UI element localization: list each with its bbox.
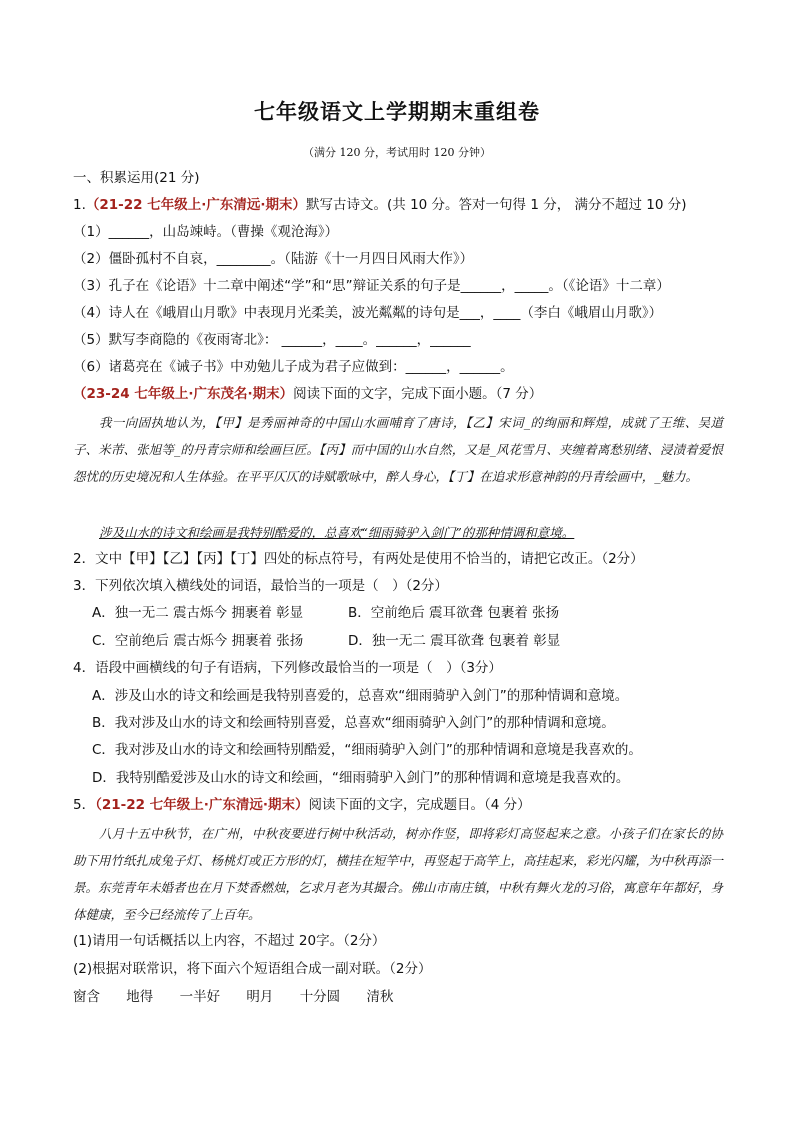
question-1-item: （6）诸葛亮在《诫子书》中劝勉儿子成为君子应做到：______，______。	[73, 359, 514, 375]
question-5-header	[73, 795, 531, 815]
question-2: 2．文中【甲】【乙】【丙】【丁】四处的标点符号，有两处是使用不恰当的，请把它改正。（2分）	[73, 551, 644, 567]
question-prompt: 阅读下面的文字，完成题目。（4 分）	[308, 797, 531, 813]
option-d: D．我特别酷爱涉及山水的诗文和绘画，“细雨骑驴入剑门”的那种情调和意境是我喜欢的。	[92, 770, 630, 786]
question-prompt: 默写古诗文。(共 10 分。答对一句得 1 分， 满分不超过 10 分)	[306, 197, 687, 213]
page-subtitle: （满分 120 分，考试用时 120 分钟）	[303, 146, 491, 159]
question-source: （23-24 七年级上·广东茂名·期末）	[73, 386, 294, 402]
question-1-header	[73, 195, 687, 215]
question-1-item: （4）诗人在《峨眉山月歌》中表现月光柔美，波光粼粼的诗句是___，____（李白《峨眉山月歌》）	[73, 305, 663, 321]
question-source: （21-22 七年级上·广东清远·期末）	[95, 797, 309, 813]
option-b: B．我对涉及山水的诗文和绘画特别喜爱，总喜欢“细雨骑驴入剑门”的那种情调和意境。	[92, 715, 615, 731]
question-number: 1.	[73, 197, 86, 213]
question-1-item: （1）______，山岛竦峙。（曹操《观沧海》）	[73, 224, 339, 240]
question-prompt: 阅读下面的文字，完成下面小题。（7 分）	[293, 386, 543, 402]
phrase: 清秋	[366, 989, 394, 1005]
phrase-list	[73, 987, 415, 1007]
question-number: 5．	[73, 797, 96, 813]
phrase: 地得	[126, 989, 154, 1005]
option-b: B．空前绝后 震耳欲聋 包裹着 张扬	[348, 605, 560, 621]
option-a: A．独一无二 震古烁今 拥裹着 彰显	[92, 605, 304, 621]
sub-question-2: (2)根据对联常识，将下面六个短语组合成一副对联。（2分）	[73, 961, 432, 977]
option-d: D．独一无二 震耳欲聋 包裹着 彰显	[348, 633, 561, 649]
phrase: 明月	[246, 989, 274, 1005]
question-source: （21-22 七年级上·广东清远·期末）	[85, 197, 307, 213]
question-1-item: （2）僵卧孤村不自哀，________。（陆游《十一月四日风雨大作》）	[73, 251, 474, 267]
phrase: 一半好	[179, 989, 221, 1005]
section-heading: 一、积累运用(21 分)	[73, 170, 200, 186]
question-4: 4．语段中画横线的句子有语病，下列修改最恰当的一项是（ ）（3分）	[73, 660, 502, 676]
phrase: 十分圆	[299, 989, 341, 1005]
reading-passage: 八月十五中秋节，在广州，中秋夜要进行树中秋活动，树亦作竖，即将彩灯高竖起来之意。小孩子们在家长的协助下用竹纸扎成兔子灯、杨桃灯或正方形的灯，横挂在短竿中，再竖起于高竿上，高挂起来，彩光闪耀，为中秋再添一景。东莞青年未婚者也在月下焚香燃烛，乞求月老为其撮合。佛山市南庄镇，中秋有舞火龙的习俗，寓意年年都好，身体健康，至今已经流传了上百年。	[73, 826, 724, 922]
reading-group-header	[73, 384, 542, 404]
underlined-sentence	[73, 519, 723, 546]
question-1-item: （5）默写李商隐的《夜雨寄北》： ______，____。______，______	[73, 332, 471, 348]
question-3: 3．下列依次填入横线处的词语，最恰当的一项是（ ）（2分）	[73, 578, 448, 594]
option-c: C．我对涉及山水的诗文和绘画特别酷爱，“细雨骑驴入剑门”的那种情调和意境是我喜欢的。	[92, 742, 642, 758]
phrase: 窗含	[73, 989, 100, 1005]
underlined-text: 涉及山水的诗文和绘画是我特别酷爱的，总喜欢“细雨骑驴入剑门”的那种情调和意境。	[99, 525, 575, 540]
reading-passage: 我一向固执地认为，【甲】是秀丽神奇的中国山水画哺育了唐诗，【乙】宋词_的绚丽和辉煌，成就了王维、吴道子、米芾、张旭等_的丹青宗师和绘画巨匠。【丙】而中国的山水自然，又是_风花雪月、夹缠着离愁别绪、浸渍着爱恨怨忧的历史境况和人生体验。在平平仄仄的诗赋歌咏中，醉人身心，【丁】在追求形意神韵的丹青绘画中，_魅力。	[73, 415, 723, 484]
sub-question-1: (1)请用一句话概括以上内容，不超过 20字。（2分）	[73, 933, 386, 949]
option-a: A．涉及山水的诗文和绘画是我特别喜爱的，总喜欢“细雨骑驴入剑门”的那种情调和意境。	[92, 688, 629, 704]
option-c: C．空前绝后 震古烁今 拥裹着 张扬	[92, 633, 304, 649]
question-1-item: （3）孔子在《论语》十二章中阐述“学”和“思”辩证关系的句子是______，_____。（《论语》十二章）	[73, 278, 670, 294]
page-title: 七年级语文上学期期末重组卷	[254, 100, 540, 124]
